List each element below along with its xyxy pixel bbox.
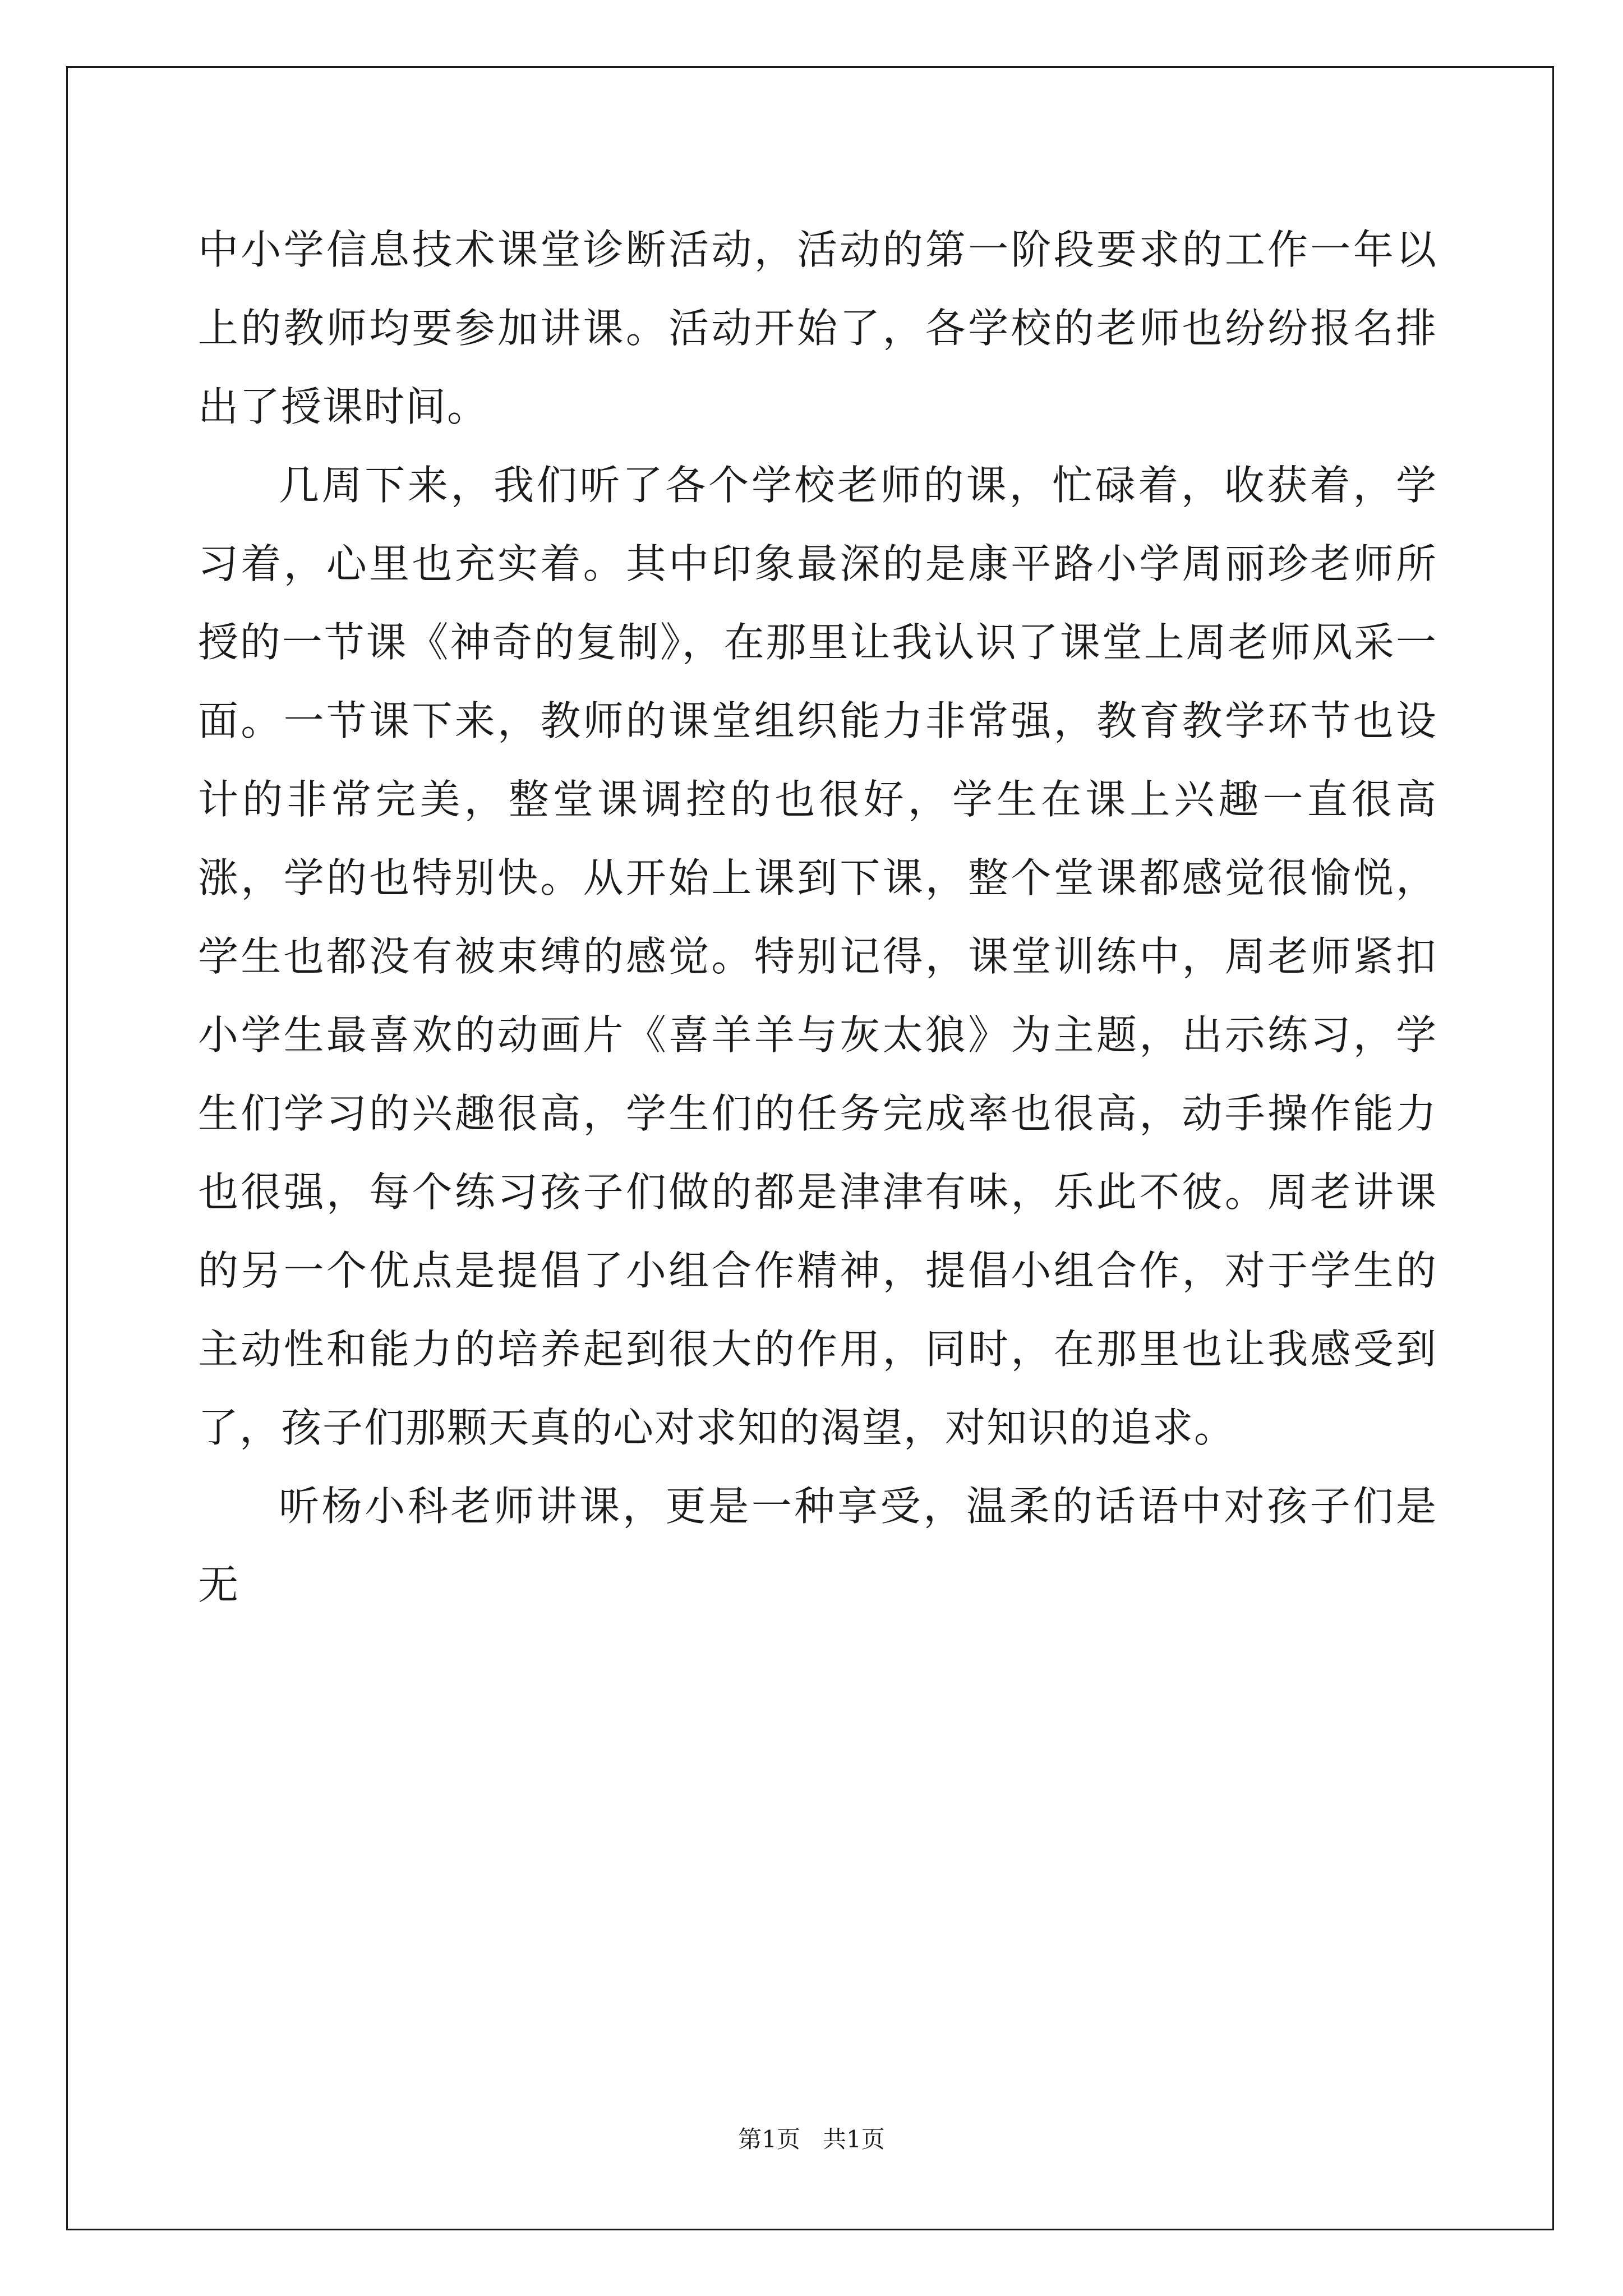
page-footer: 第1页 共1页 bbox=[738, 2125, 885, 2153]
paragraph-1: 中小学信息技术课堂诊断活动，活动的第一阶段要求的工作一年以上的教师均要参加讲课。活动开始了，各学校的老师也纷纷报名排出了授课时间。 bbox=[198, 226, 1437, 430]
paragraph-2: 几周下来，我们听了各个学校老师的课，忙碌着，收获着，学习着，心里也充实着。其中印象最深的是康平路小学周丽珍老师所授的一节课《神奇的复制》，在那里让我认识了课堂上周老师风采一面。一节课下来，教师的课堂组织能力非常强，教育教学环节也设计的非常完美，整堂课调控的也很好，学生在课上兴趣一直很高涨，学的也特别快。从开始上课到下课，整个堂课都感觉很愉悦，学生也都没有被束缚的感觉。特别记得，课堂训练中，周老师紧扣小学生最喜欢的动画片《喜羊羊与灰太狼》为主题，出示练习，学生们学习的兴趣很高，学生们的任务完成率也很高，动手操作能力也很强，每个练习孩子们做的都是津津有味，乐此不彼。周老讲课的另一个优点是提倡了小组合作精神，提倡小组合作，对于学生的主动性和能力的培养起到很大的作用，同时，在那里也让我感受到了，孩子们那颗天真的心对求知的渴望，对知识的追求。 bbox=[198, 462, 1437, 1451]
paragraph-3: 听杨小科老师讲课，更是一种享受，温柔的话语中对孩子们是无 bbox=[198, 1483, 1437, 1608]
document-body bbox=[198, 210, 1437, 1624]
